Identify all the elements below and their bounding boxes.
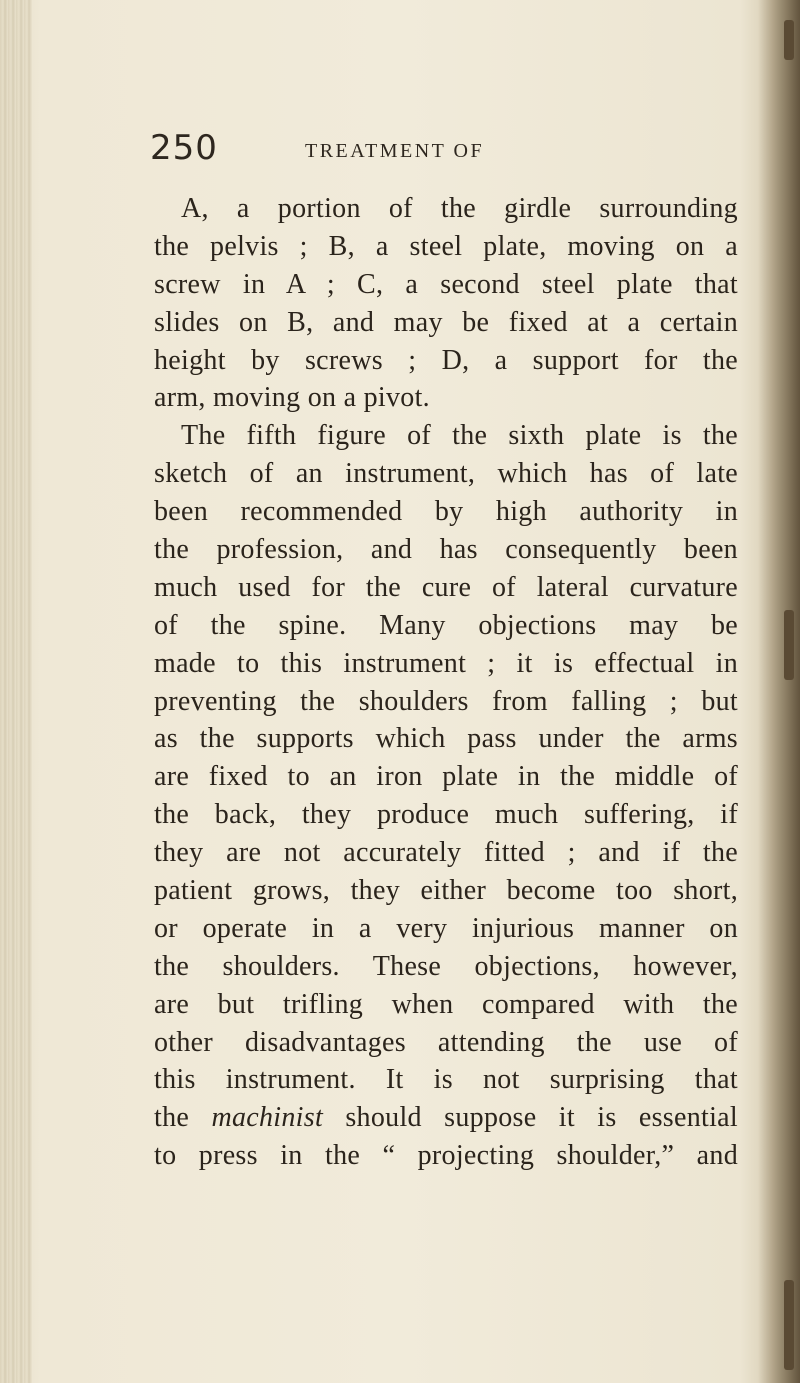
text-line: this instrument. It is not surprising that [154, 1064, 738, 1096]
text-line: arm, moving on a pivot. [154, 382, 430, 414]
text-line: been recommended by high authority in [154, 496, 738, 528]
page-gutter [0, 0, 32, 1383]
page-header [0, 118, 800, 168]
text-line: the back, they produce much suffering, if [154, 799, 738, 831]
text-line: patient grows, they either become too short, [154, 875, 738, 907]
text-line: slides on B, and may be fixed at a certain [154, 306, 738, 338]
italic-word: machinist [211, 1102, 324, 1134]
text-line-with-italic [154, 1099, 738, 1137]
text-line: the pelvis ; B, a steel plate, moving on a [154, 230, 738, 262]
text-line: preventing the shoulders from falling ; but [154, 685, 738, 717]
line-segment: should suppose it is essential [323, 1102, 738, 1134]
text-line: or operate in a very injurious manner on [154, 912, 738, 944]
page-number: 250 [150, 128, 218, 168]
body-text [154, 190, 738, 1175]
text-line: as the supports which pass under the arms [154, 723, 738, 755]
text-line: height by screws ; D, a support for the [154, 344, 738, 376]
text-line: the shoulders. These objections, however, [154, 950, 738, 982]
page-edge-shadow [758, 0, 800, 1383]
text-line: made to this instrument ; it is effectual in [154, 647, 738, 679]
text-line: are fixed to an iron plate in the middle of [154, 761, 738, 793]
text-line: A, a portion of the girdle surrounding [181, 193, 738, 224]
text-line: the profession, and has consequently been [154, 534, 738, 566]
text-line: of the spine. Many objections may be [154, 609, 738, 641]
text-line: much used for the cure of lateral curvature [154, 571, 738, 603]
running-head: TREATMENT OF [305, 140, 485, 162]
line-segment: the [154, 1102, 212, 1134]
text-line: other disadvantages attending the use of [154, 1026, 738, 1058]
text-line: screw in A ; C, a second steel plate that [154, 268, 738, 300]
text-line: sketch of an instrument, which has of late [154, 458, 738, 490]
text-line: The fifth figure of the sixth plate is the [181, 420, 738, 452]
text-line: to press in the “ projecting shoulder,” and [154, 1140, 738, 1172]
text-line: they are not accurately fitted ; and if the [154, 837, 738, 869]
text-line: are but trifling when compared with the [154, 988, 738, 1020]
